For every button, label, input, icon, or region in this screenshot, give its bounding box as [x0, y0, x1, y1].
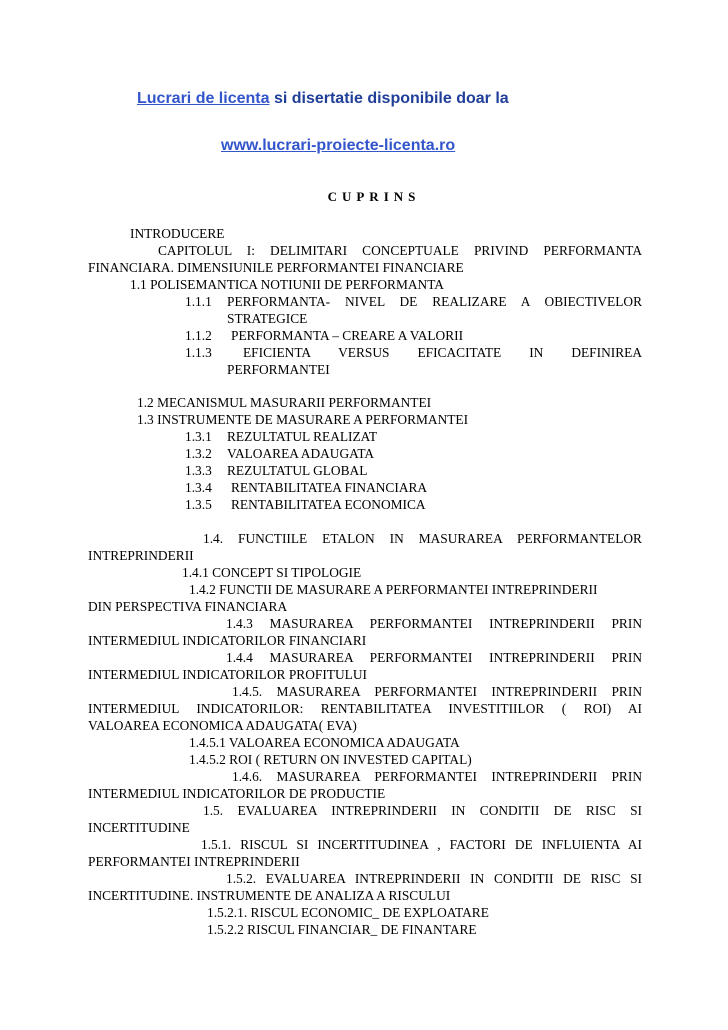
header-text: si disertatie disponibile doar la [269, 90, 509, 107]
toc-section-1-4-2-line-a: 1.4.2 FUNCTII DE MASURARE A PERFORMANTEI INTREPRINDERII [189, 582, 598, 597]
header-line-1 [137, 90, 509, 108]
toc-section-1-4-4-line-a: 1.4.4 MASURAREA PERFORMANTEI INTREPRINDERII PRIN [226, 650, 642, 665]
toc-section-1-4-2-line-b: DIN PERSPECTIVA FINANCIARA [88, 599, 288, 614]
toc-section-1-3: 1.3 INSTRUMENTE DE MASURARE A PERFORMANTEI [137, 412, 469, 427]
toc-chapter-1-line-a: CAPITOLUL I: DELIMITARI CONCEPTUALE PRIVIND PERFORMANTA [158, 243, 642, 258]
item-text: REZULTATUL REALIZAT [227, 429, 378, 444]
toc-section-1-4-5-line-c: VALOAREA ECONOMICA ADAUGATA( EVA) [88, 718, 357, 733]
item-number: 1.1.2 [185, 328, 212, 343]
toc-section-1-5-1-line-a: 1.5.1. RISCUL SI INCERTITUDINEA , FACTORI DE INFLUIENTA AI [201, 837, 642, 852]
website-link[interactable]: www.lucrari-proiecte-licenta.ro [221, 137, 456, 154]
item-number: 1.3.4 [185, 480, 212, 495]
lucrari-de-licenta-link[interactable]: Lucrari de licenta [137, 90, 270, 107]
item-number: 1.3.5 [185, 497, 212, 512]
item-text: RENTABILITATEA ECONOMICA [231, 497, 426, 512]
toc-section-1-5-line-a: 1.5. EVALUAREA INTREPRINDERII IN CONDITII DE RISC SI [203, 803, 642, 818]
toc-chapter-1-line-b: FINANCIARA. DIMENSIUNILE PERFORMANTEI FINANCIARE [88, 260, 464, 275]
item-text: PERFORMANTA- NIVEL DE REALIZARE A OBIECTIVELOR [227, 294, 642, 309]
toc-section-1-4-5-line-b: INTERMEDIUL INDICATORILOR: RENTABILITATEA INVESTITIILOR ( ROI) AI [88, 701, 642, 716]
toc-title: CUPRINS [327, 189, 421, 204]
toc-section-1-4-3-line-a: 1.4.3 MASURAREA PERFORMANTEI INTREPRINDERII PRIN [226, 616, 642, 631]
toc-section-1-5-2-2: 1.5.2.2 RISCUL FINANCIAR_ DE FINANTARE [207, 922, 477, 937]
toc-section-1-4-6-line-b: INTERMEDIUL INDICATORILOR DE PRODUCTIE [88, 786, 386, 801]
toc-section-1-4-4-line-b: INTERMEDIUL INDICATORILOR PROFITULUI [88, 667, 367, 682]
toc-section-1-4-6-line-a: 1.4.6. MASURAREA PERFORMANTEI INTREPRINDERII PRIN [232, 769, 642, 784]
item-number: 1.3.3 [185, 463, 212, 478]
toc-item-1-1-3-cont: PERFORMANTEI [227, 362, 330, 377]
item-number: 1.1.3 [185, 345, 212, 360]
toc-section-1-4-5-line-a: 1.4.5. MASURAREA PERFORMANTEI INTREPRINDERII PRIN [232, 684, 642, 699]
toc-section-1-5-2-1: 1.5.2.1. RISCUL ECONOMIC_ DE EXPLOATARE [207, 905, 489, 920]
toc-section-1-1: 1.1 POLISEMANTICA NOTIUNII DE PERFORMANTA [130, 277, 444, 292]
item-text: PERFORMANTA – CREARE A VALORII [231, 328, 464, 343]
item-text: VALOAREA ADAUGATA [227, 446, 375, 461]
toc-introducere: INTRODUCERE [130, 226, 225, 241]
item-number: 1.3.1 [185, 429, 212, 444]
toc-item-1-1-1 [185, 293, 642, 310]
item-text: REZULTATUL GLOBAL [227, 463, 368, 478]
toc-section-1-4-line-a: 1.4. FUNCTIILE ETALON IN MASURAREA PERFORMANTELOR [203, 531, 642, 546]
toc-section-1-4-line-b: INTREPRINDERII [88, 548, 194, 563]
toc-section-1-4-1: 1.4.1 CONCEPT SI TIPOLOGIE [182, 565, 362, 580]
item-number: 1.3.2 [185, 446, 212, 461]
toc-section-1-4-5-1: 1.4.5.1 VALOAREA ECONOMICA ADAUGATA [189, 735, 460, 750]
toc-section-1-5-2-line-b: INCERTITUDINE. INSTRUMENTE DE ANALIZA A RISCULUI [88, 888, 451, 903]
toc-section-1-4-5-2: 1.4.5.2 ROI ( RETURN ON INVESTED CAPITAL) [189, 752, 472, 767]
item-text: EFICIENTA VERSUS EFICACITATE IN DEFINIREA [243, 345, 642, 360]
header-line-2 [221, 137, 455, 155]
item-text: RENTABILITATEA FINANCIARA [231, 480, 428, 495]
toc-section-1-2: 1.2 MECANISMUL MASURARII PERFORMANTEI [137, 395, 432, 410]
toc-item-1-1-2 [185, 327, 642, 344]
toc-section-1-4-3-line-b: INTERMEDIUL INDICATORILOR FINANCIARI [88, 633, 367, 648]
toc-section-1-5-line-b: INCERTITUDINE [88, 820, 190, 835]
toc-section-1-5-2-line-a: 1.5.2. EVALUAREA INTREPRINDERII IN CONDITII DE RISC SI [226, 871, 642, 886]
toc-item-1-1-3 [185, 344, 642, 361]
toc-section-1-5-1-line-b: PERFORMANTEI INTREPRINDERII [88, 854, 300, 869]
item-number: 1.1.1 [185, 294, 212, 309]
toc-item-1-1-1-cont: STRATEGICE [227, 311, 308, 326]
